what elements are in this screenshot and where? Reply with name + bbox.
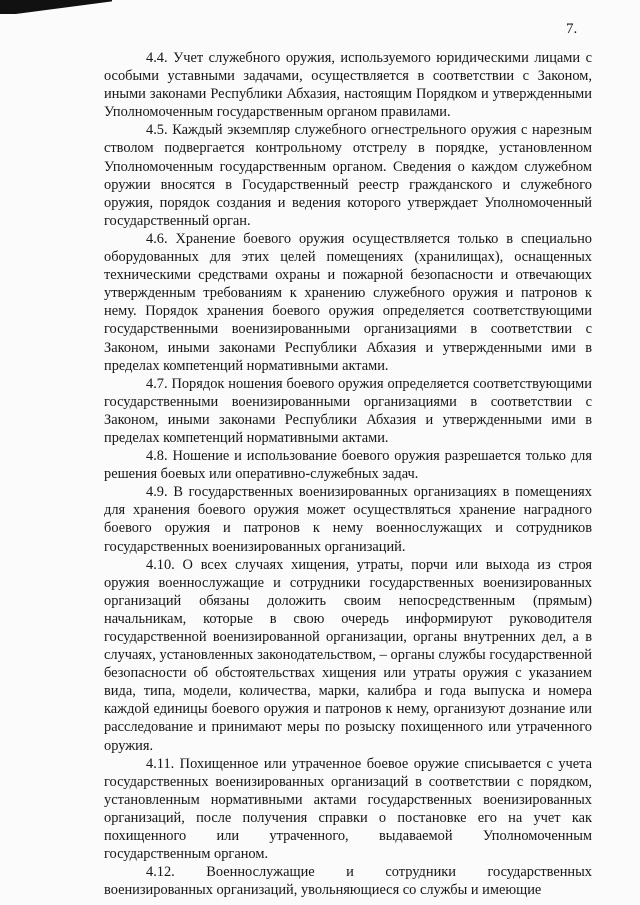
page-number: 7.: [566, 21, 578, 37]
paragraph-4-9: 4.9. В государственных военизированных организациях в помещениях для хранения боевого оружия может осуществляться хранение наградного боевого оружия и патронов к нему военнослужащих и сотрудников государственных военизированных организаций.: [104, 484, 592, 555]
paragraph-4-11: 4.11. Похищенное или утраченное боевое оружие списывается с учета государственных военизированных организаций в соответствии с порядком, установленным нормативными актами государственных военизированных организаций, после получения справки о постановке его на учет как похищенного или утраченного, выдаваемой Уполномоченным государственным органом.: [104, 755, 592, 863]
paragraph-4-4: 4.4. Учет служебного оружия, используемого юридическими лицами с особыми уставными задачами, осуществляется в соответствии с Законом, иными законами Республики Абхазия, настоящим Порядком и утвержденными Уполномоченным государственным органом правилами.: [104, 50, 592, 121]
scan-edge-mark: [0, 0, 112, 14]
paragraph-4-7: 4.7. Порядок ношения боевого оружия определяется соответствующими государственными военизированными организациями в соответствии с Законом, иными законами Республики Абхазия и утвержденными ими в пределах компетенций нормативными актами.: [104, 375, 592, 446]
paragraph-4-5: 4.5. Каждый экземпляр служебного огнестрельного оружия с нарезным стволом подвергается контрольному отстрелу в порядке, установленном Уполномоченным государственным органом. Сведения о каждом служебном оружии вносятся в Государственный реестр гражданского и служебного оружия, порядок создания и ведения которого утверждает Уполномоченный государственный орган.: [104, 122, 592, 229]
paragraph-4-10: 4.10. О всех случаях хищения, утраты, порчи или выхода из строя оружия военнослужащие и сотрудники государственных военизированных организаций обязаны доложить своим непосредственным (прямым) начальникам, которые в свою очередь информируют руководителя государственной военизированной организации, органы внутренних дел, а в случаях, установленных законодательством, – органы службы государственной безопасности об обстоятельствах хищения или утраты оружия с указанием вида, типа, модели, количества, марки, калибра и года выпуска и номера каждой единицы боевого оружия и патронов к нему, организуют дознание или расследование и принимают меры по розыску похищенного или утраченного оружия.: [104, 556, 592, 754]
document-body: [104, 49, 592, 899]
paragraph-4-6: 4.6. Хранение боевого оружия осуществляется только в специально оборудованных для этих целей помещениях (хранилищах), оснащенных техническими средствами охраны и пожарной безопасности и отвечающих утвержденным требованиям к хранению служебного оружия и патронов к нему. Порядок хранения боевого оружия определяется соответствующими государственными военизированными организациями в соответствии с Законом, иными законами Республики Абхазия и утвержденными ими в пределах компетенций нормативными актами.: [104, 230, 592, 374]
paragraph-4-12: 4.12. Военнослужащие и сотрудники государственных военизированных организаций, увольняющиеся со службы и имеющие: [104, 864, 592, 899]
paragraph-4-8: 4.8. Ношение и использование боевого оружия разрешается только для решения боевых или оперативно-служебных задач.: [104, 448, 592, 483]
